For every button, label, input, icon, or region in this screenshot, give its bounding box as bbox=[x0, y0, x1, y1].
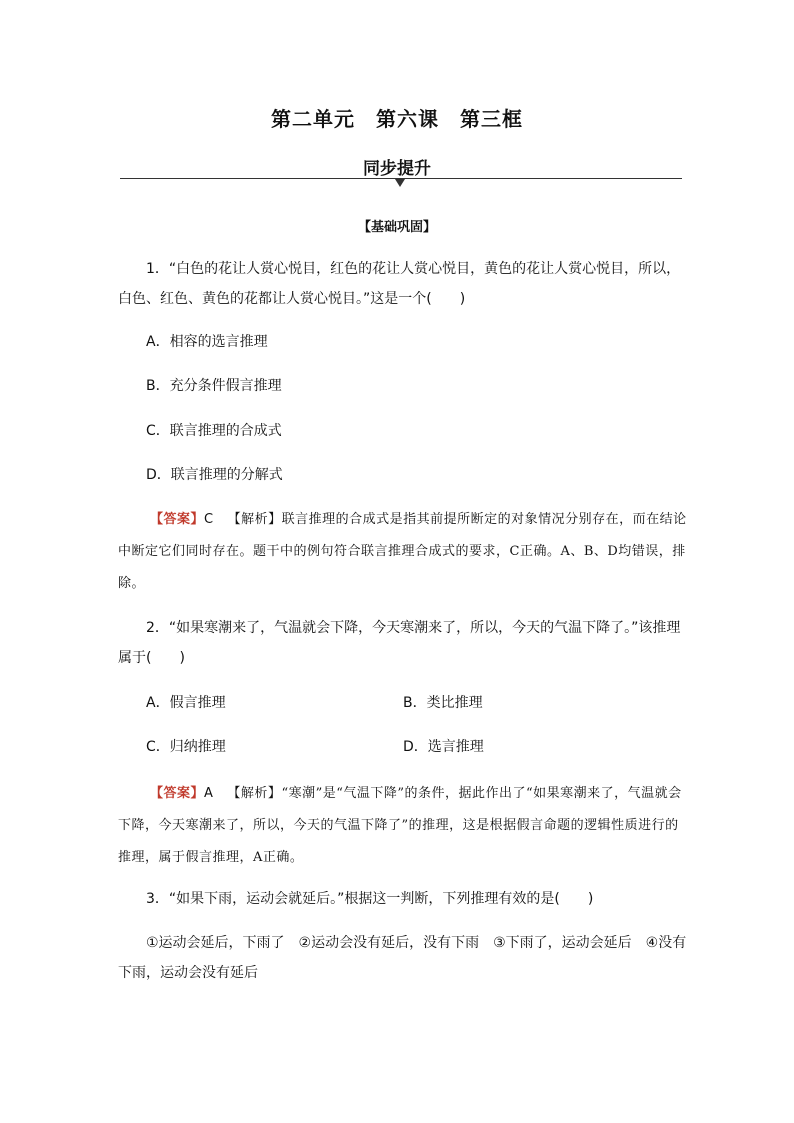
analysis-text: 联言推理的合成式是指其前提所断定的对象情况分别存在，而在结论中断定它们同时存在。题干中的例句符合联言推理合成式的要求，C正确。A、B、D均错误，排除。 bbox=[118, 512, 687, 591]
analysis-text: “寒潮”是“气温下降”的条件，据此作出了“如果寒潮来了，气温就会下降，今天寒潮来了，所以，今天的气温下降了”的推理，这是根据假言命题的逻辑性质进行的推理，属于假言推理，A正确。 bbox=[118, 786, 682, 865]
question-2-option-d: D．选言推理 bbox=[403, 739, 484, 755]
analysis-label: 【解析】 bbox=[227, 786, 282, 801]
answer-tag: 【答案】 bbox=[150, 786, 205, 801]
subsection-title: 【基础巩固】 bbox=[357, 220, 436, 235]
answer-letter: C bbox=[204, 512, 214, 527]
question-1-option-d: D．联言推理的分解式 bbox=[146, 467, 283, 483]
question-2-option-a: A．假言推理 bbox=[146, 695, 226, 711]
down-triangle-icon bbox=[395, 179, 405, 187]
question-2-answer bbox=[118, 778, 688, 874]
question-1-stem: 1．“白色的花让人赏心悦目，红色的花让人赏心悦目，黄色的花让人赏心悦目，所以，白色、红色、黄色的花都让人赏心悦目。”这是一个( ) bbox=[118, 261, 681, 307]
question-2-stem: 2．“如果寒潮来了，气温就会下降，今天寒潮来了，所以，今天的气温下降了。”该推理属于( ) bbox=[118, 620, 681, 666]
question-1-option-c: C．联言推理的合成式 bbox=[146, 423, 282, 439]
question-1-option-a: A．相容的选言推理 bbox=[146, 334, 268, 350]
section-header: 同步提升 bbox=[363, 159, 431, 179]
answer-letter: A bbox=[204, 786, 214, 801]
question-2-option-b: B．类比推理 bbox=[403, 695, 483, 711]
question-3-choices: ①运动会延后，下雨了 ②运动会没有延后，没有下雨 ③下雨了，运动会延后 ④没有下雨，运动会没有延后 bbox=[118, 935, 687, 981]
page-title: 第二单元 第六课 第三框 bbox=[271, 107, 523, 131]
question-1-answer bbox=[118, 504, 688, 600]
analysis-label: 【解析】 bbox=[227, 512, 282, 527]
question-1-option-b: B．充分条件假言推理 bbox=[146, 378, 282, 394]
question-3-stem: 3．“如果下雨，运动会就延后。”根据这一判断，下列推理有效的是( ) bbox=[146, 891, 594, 907]
question-2-option-c: C．归纳推理 bbox=[146, 739, 226, 755]
answer-tag: 【答案】 bbox=[150, 512, 205, 527]
